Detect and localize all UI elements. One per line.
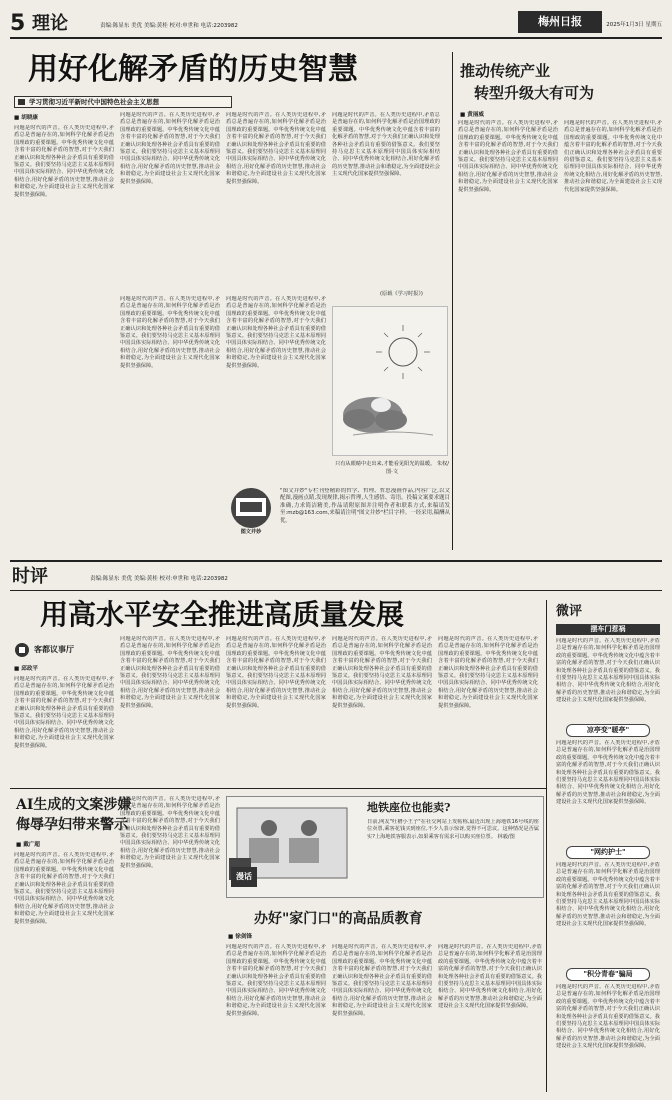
page2-col4: 问题是时代的声音。在人类历史进程中,矛盾总是普遍存在的,如何科学化解矛盾是治国理政的重要课题。中华优秀传统文化中蕴含着丰富的化解矛盾的智慧,对于今天我们正确认识和处理各种社会矛盾具有重要的借鉴意义。我们要坚持马克思主义基本原理同中国具体实际相结合、同中华优秀传统文化相结合,用好化解矛盾的历史智慧,推动社会和谐稳定,为全面建设社会主义现代化国家提供坚强保障。 [332, 636, 432, 709]
edu-author: ■ 徐剑锋 [228, 934, 253, 940]
page-number: 5 [10, 11, 26, 36]
illustration-caption: 只有从眼睛中走出来,才能看见阳光的温暖。 朱权/图·文 [335, 461, 449, 475]
page2-editor-info: 责编:陈显东 美优 美编:黄桂 校对:申世和 电话:2203982 [90, 576, 228, 582]
main-kicker [14, 96, 232, 108]
page2-col1: 问题是时代的声音。在人类历史进程中,矛盾总是普遍存在的,如何科学化解矛盾是治国理政的重要课题。中华优秀传统文化中蕴含着丰富的化解矛盾的智慧,对于今天我们正确认识和处理各种社会矛盾具有重要的借鉴意义。我们要坚持马克思主义基本原理同中国具体实际相结合、同中华优秀传统文化相结合,用好化解矛盾的历史智慧,推动社会和谐稳定,为全面建设社会主义现代化国家提供坚强保障。 [14, 676, 114, 749]
source-note: (原载《学习时报》) [380, 291, 423, 297]
editor-info: 责编:陈显东 美优 美编:黄桂 校对:申世和 电话:2203982 [100, 23, 238, 29]
ai-headline-line1: AI生成的文案涉嫌 [16, 797, 132, 813]
side2-title: 凉亭变"暖亭" [566, 724, 650, 737]
ai-col1: 问题是时代的声音。在人类历史进程中,矛盾总是普遍存在的,如何科学化解矛盾是治国理政的重要课题。中华优秀传统文化中蕴含着丰富的化解矛盾的智慧,对于今天我们正确认识和处理各种社会矛盾具有重要的借鉴意义。我们要坚持马克思主义基本原理同中国具体实际相结合、同中华优秀传统文化相结合,用好化解矛盾的历史智慧,推动社会和谐稳定,为全面建设社会主义现代化国家提供坚强保障。 [14, 852, 114, 925]
edu-col1: 问题是时代的声音。在人类历史进程中,矛盾总是普遍存在的,如何科学化解矛盾是治国理政的重要课题。中华优秀传统文化中蕴含着丰富的化解矛盾的智慧,对于今天我们正确认识和处理各种社会矛盾具有重要的借鉴意义。我们要坚持马克思主义基本原理同中国具体实际相结合、同中华优秀传统文化相结合,用好化解矛盾的历史智慧,推动社会和谐稳定,为全面建设社会主义现代化国家提供坚强保障。 [226, 944, 326, 1017]
speaker-icon [14, 642, 32, 658]
side1-title: 摆车门惹祸 [556, 624, 660, 635]
promo-logo [226, 480, 276, 540]
main-article-col1: 问题是时代的声音。在人类历史进程中,矛盾总是普遍存在的,如何科学化解矛盾是治国理政的重要课题。中华优秀传统文化中蕴含着丰富的化解矛盾的智慧,对于今天我们正确认识和处理各种社会矛盾具有重要的借鉴意义。我们要坚持马克思主义基本原理同中国具体实际相结合、同中华优秀传统文化相结合,用好化解矛盾的历史智慧,推动社会和谐稳定,为全面建设社会主义现代化国家提供坚强保障。 [14, 125, 114, 198]
side4-title: "积分青春"骗局 [566, 968, 650, 981]
edu-headline: 办好"家门口"的高品质教育 [254, 911, 423, 927]
side1-text: 问题是时代的声音。在人类历史进程中,矛盾总是普遍存在的,如何科学化解矛盾是治国理政的重要课题。中华优秀传统文化中蕴含着丰富的化解矛盾的智慧,对于今天我们正确认识和处理各种社会矛盾具有重要的借鉴意义。我们要坚持马克思主义基本原理同中国具体实际相结合、同中华优秀传统文化相结合,用好化解矛盾的历史智慧,推动社会和谐稳定,为全面建设社会主义现代化国家提供坚强保障。 [556, 638, 660, 704]
promo-text: "图文并妙"专栏刊登精彩的哲学、哲理、哲思漫画作品,内容广泛,以文配图,漫画点睛,发现规律,揭示哲理,人生感悟、寄语。投稿文案要求题目准确,力求简洁精美,作品请附原图并注明作者和联系方式,来稿请发至:mzb@163.com,来稿请注明"图文并妙"栏目字样。一经采用,稿酬从优。 [280, 488, 450, 524]
section-title: 理论 [32, 13, 68, 34]
subway-tag: 漫话 [231, 867, 257, 887]
page2-col3: 问题是时代的声音。在人类历史进程中,矛盾总是普遍存在的,如何科学化解矛盾是治国理政的重要课题。中华优秀传统文化中蕴含着丰富的化解矛盾的智慧,对于今天我们正确认识和处理各种社会矛盾具有重要的借鉴意义。我们要坚持马克思主义基本原理同中国具体实际相结合、同中华优秀传统文化相结合,用好化解矛盾的历史智慧,推动社会和谐稳定,为全面建设社会主义现代化国家提供坚强保障。 [226, 636, 326, 709]
main-article-col5: 问题是时代的声音。在人类历史进程中,矛盾总是普遍存在的,如何科学化解矛盾是治国理政的重要课题。中华优秀传统文化中蕴含着丰富的化解矛盾的智慧,对于今天我们正确认识和处理各种社会矛盾具有重要的借鉴意义。我们要坚持马克思主义基本原理同中国具体实际相结合、同中华优秀传统文化相结合,用好化解矛盾的历史智慧,推动社会和谐稳定,为全面建设社会主义现代化国家提供坚强保障。 [120, 296, 220, 369]
column-label [14, 642, 94, 658]
header-rule [10, 37, 662, 39]
side3-text: 问题是时代的声音。在人类历史进程中,矛盾总是普遍存在的,如何科学化解矛盾是治国理政的重要课题。中华优秀传统文化中蕴含着丰富的化解矛盾的智慧,对于今天我们正确认识和处理各种社会矛盾具有重要的借鉴意义。我们要坚持马克思主义基本原理同中国具体实际相结合、同中华优秀传统文化相结合,用好化解矛盾的历史智慧,推动社会和谐稳定,为全面建设社会主义现代化国家提供坚强保障。 [556, 862, 660, 928]
main-article-col4: 问题是时代的声音。在人类历史进程中,矛盾总是普遍存在的,如何科学化解矛盾是治国理政的重要课题。中华优秀传统文化中蕴含着丰富的化解矛盾的智慧,对于今天我们正确认识和处理各种社会矛盾具有重要的借鉴意义。我们要坚持马克思主义基本原理同中国具体实际相结合、同中华优秀传统文化相结合,用好化解矛盾的历史智慧,推动社会和谐稳定,为全面建设社会主义现代化国家提供坚强保障。 [332, 112, 440, 178]
side2-text: 问题是时代的声音。在人类历史进程中,矛盾总是普遍存在的,如何科学化解矛盾是治国理政的重要课题。中华优秀传统文化中蕴含着丰富的化解矛盾的智慧,对于今天我们正确认识和处理各种社会矛盾具有重要的借鉴意义。我们要坚持马克思主义基本原理同中国具体实际相结合、同中华优秀传统文化相结合,用好化解矛盾的历史智慧,推动社会和谐稳定,为全面建设社会主义现代化国家提供坚强保障。 [556, 740, 660, 806]
subway-caption: 日前,网友"吐槽小王子"在社交网站上发帖称,最近出现上海地铁16号线的座位卖票,乘客花钱买到座位,不少人表示惊讶,觉得不可思议。这种情况是否属实?上海地铁客服表示,如果乘客有需求可以购买座位票。 林毅/图 [367, 819, 539, 840]
edu-col3: 问题是时代的声音。在人类历史进程中,矛盾总是普遍存在的,如何科学化解矛盾是治国理政的重要课题。中华优秀传统文化中蕴含着丰富的化解矛盾的智慧,对于今天我们正确认识和处理各种社会矛盾具有重要的借鉴意义。我们要坚持马克思主义基本原理同中国具体实际相结合、同中华优秀传统文化相结合,用好化解矛盾的历史智慧,推动社会和谐稳定,为全面建设社会主义现代化国家提供坚强保障。 [438, 944, 542, 1010]
column-label-text: 客都议事厅 [34, 645, 74, 654]
ai-col2: 问题是时代的声音。在人类历史进程中,矛盾总是普遍存在的,如何科学化解矛盾是治国理政的重要课题。中华优秀传统文化中蕴含着丰富的化解矛盾的智慧,对于今天我们正确认识和处理各种社会矛盾具有重要的借鉴意义。我们要坚持马克思主义基本原理同中国具体实际相结合、同中华优秀传统文化相结合,用好化解矛盾的历史智慧,推动社会和谐稳定,为全面建设社会主义现代化国家提供坚强保障。 [120, 796, 220, 869]
ai-headline-line2: 侮辱孕妇带来警示 [16, 817, 128, 833]
page2-header-rule [10, 590, 662, 591]
masthead-name: 梅州日报 [538, 15, 582, 28]
page2-section-title: 时评 [12, 566, 48, 587]
sidebar-divider [546, 600, 547, 1092]
issue-date: 2025年1月3日 星期五 [606, 22, 662, 28]
kicker-marker-icon [18, 99, 25, 105]
illustration-panel [332, 306, 448, 456]
subway-headline: 地铁座位也能卖? [367, 801, 451, 814]
side3-title: "网约护士" [566, 846, 650, 859]
edu-col2: 问题是时代的声音。在人类历史进程中,矛盾总是普遍存在的,如何科学化解矛盾是治国理政的重要课题。中华优秀传统文化中蕴含着丰富的化解矛盾的智慧,对于今天我们正确认识和处理各种社会矛盾具有重要的借鉴意义。我们要坚持马克思主义基本原理同中国具体实际相结合、同中华优秀传统文化相结合,用好化解矛盾的历史智慧,推动社会和谐稳定,为全面建设社会主义现代化国家提供坚强保障。 [332, 944, 432, 1017]
main-kicker-text: 学习贯彻习近平新时代中国特色社会主义思想 [29, 98, 159, 106]
subway-cartoon-box [226, 796, 544, 898]
page2-top-rule [10, 560, 662, 562]
main-article-col3: 问题是时代的声音。在人类历史进程中,矛盾总是普遍存在的,如何科学化解矛盾是治国理政的重要课题。中华优秀传统文化中蕴含着丰富的化解矛盾的智慧,对于今天我们正确认识和处理各种社会矛盾具有重要的借鉴意义。我们要坚持马克思主义基本原理同中国具体实际相结合、同中华优秀传统文化相结合,用好化解矛盾的历史智慧,推动社会和谐稳定,为全面建设社会主义现代化国家提供坚强保障。 [226, 112, 326, 185]
main-article-col2: 问题是时代的声音。在人类历史进程中,矛盾总是普遍存在的,如何科学化解矛盾是治国理政的重要课题。中华优秀传统文化中蕴含着丰富的化解矛盾的智慧,对于今天我们正确认识和处理各种社会矛盾具有重要的借鉴意义。我们要坚持马克思主义基本原理同中国具体实际相结合、同中华优秀传统文化相结合,用好化解矛盾的历史智慧,推动社会和谐稳定,为全面建设社会主义现代化国家提供坚强保障。 [120, 112, 220, 185]
side-article-col1: 问题是时代的声音。在人类历史进程中,矛盾总是普遍存在的,如何科学化解矛盾是治国理政的重要课题。中华优秀传统文化中蕴含着丰富的化解矛盾的智慧,对于今天我们正确认识和处理各种社会矛盾具有重要的借鉴意义。我们要坚持马克思主义基本原理同中国具体实际相结合、同中华优秀传统文化相结合,用好化解矛盾的历史智慧,推动社会和谐稳定,为全面建设社会主义现代化国家提供坚强保障。 [458, 120, 558, 193]
page2-mid-rule [10, 788, 546, 789]
page-header [10, 10, 662, 36]
page2-main-author: ■ 邱政平 [14, 666, 39, 672]
side-author: ■ 黄丽威 [460, 112, 485, 118]
ai-author: ■ 戴广超 [16, 842, 41, 848]
main-article-col6: 问题是时代的声音。在人类历史进程中,矛盾总是普遍存在的,如何科学化解矛盾是治国理政的重要课题。中华优秀传统文化中蕴含着丰富的化解矛盾的智慧,对于今天我们正确认识和处理各种社会矛盾具有重要的借鉴意义。我们要坚持马克思主义基本原理同中国具体实际相结合、同中华优秀传统文化相结合,用好化解矛盾的历史智慧,推动社会和谐稳定,为全面建设社会主义现代化国家提供坚强保障。 [226, 296, 326, 369]
main-author: ■ 胡晓康 [14, 115, 39, 121]
side-headline-line2: 转型升级大有可为 [474, 84, 595, 102]
main-headline: 用好化解矛盾的历史智慧 [28, 52, 358, 87]
sun-cloud-illustration [333, 307, 449, 457]
page2-col2: 问题是时代的声音。在人类历史进程中,矛盾总是普遍存在的,如何科学化解矛盾是治国理政的重要课题。中华优秀传统文化中蕴含着丰富的化解矛盾的智慧,对于今天我们正确认识和处理各种社会矛盾具有重要的借鉴意义。我们要坚持马克思主义基本原理同中国具体实际相结合、同中华优秀传统文化相结合,用好化解矛盾的历史智慧,推动社会和谐稳定,为全面建设社会主义现代化国家提供坚强保障。 [120, 636, 220, 709]
side-article-col2: 问题是时代的声音。在人类历史进程中,矛盾总是普遍存在的,如何科学化解矛盾是治国理政的重要课题。中华优秀传统文化中蕴含着丰富的化解矛盾的智慧,对于今天我们正确认识和处理各种社会矛盾具有重要的借鉴意义。我们要坚持马克思主义基本原理同中国具体实际相结合、同中华优秀传统文化相结合,用好化解矛盾的历史智慧,推动社会和谐稳定,为全面建设社会主义现代化国家提供坚强保障。 [564, 120, 662, 193]
side4-text: 问题是时代的声音。在人类历史进程中,矛盾总是普遍存在的,如何科学化解矛盾是治国理政的重要课题。中华优秀传统文化中蕴含着丰富的化解矛盾的智慧,对于今天我们正确认识和处理各种社会矛盾具有重要的借鉴意义。我们要坚持马克思主义基本原理同中国具体实际相结合、同中华优秀传统文化相结合,用好化解矛盾的历史智慧,推动社会和谐稳定,为全面建设社会主义现代化国家提供坚强保障。 [556, 984, 660, 1050]
masthead-logo [518, 11, 602, 33]
page2-main-headline: 用高水平安全推进高质量发展 [40, 598, 405, 631]
side-headline-line1: 推动传统产业 [460, 62, 551, 80]
column-divider [452, 52, 453, 550]
page2-col5: 问题是时代的声音。在人类历史进程中,矛盾总是普遍存在的,如何科学化解矛盾是治国理政的重要课题。中华优秀传统文化中蕴含着丰富的化解矛盾的智慧,对于今天我们正确认识和处理各种社会矛盾具有重要的借鉴意义。我们要坚持马克思主义基本原理同中国具体实际相结合、同中华优秀传统文化相结合,用好化解矛盾的历史智慧,推动社会和谐稳定,为全面建设社会主义现代化国家提供坚强保障。 [438, 636, 538, 709]
weiping-label: 微评 [556, 604, 583, 619]
promo-logo-text: 图文并妙 [240, 529, 262, 535]
